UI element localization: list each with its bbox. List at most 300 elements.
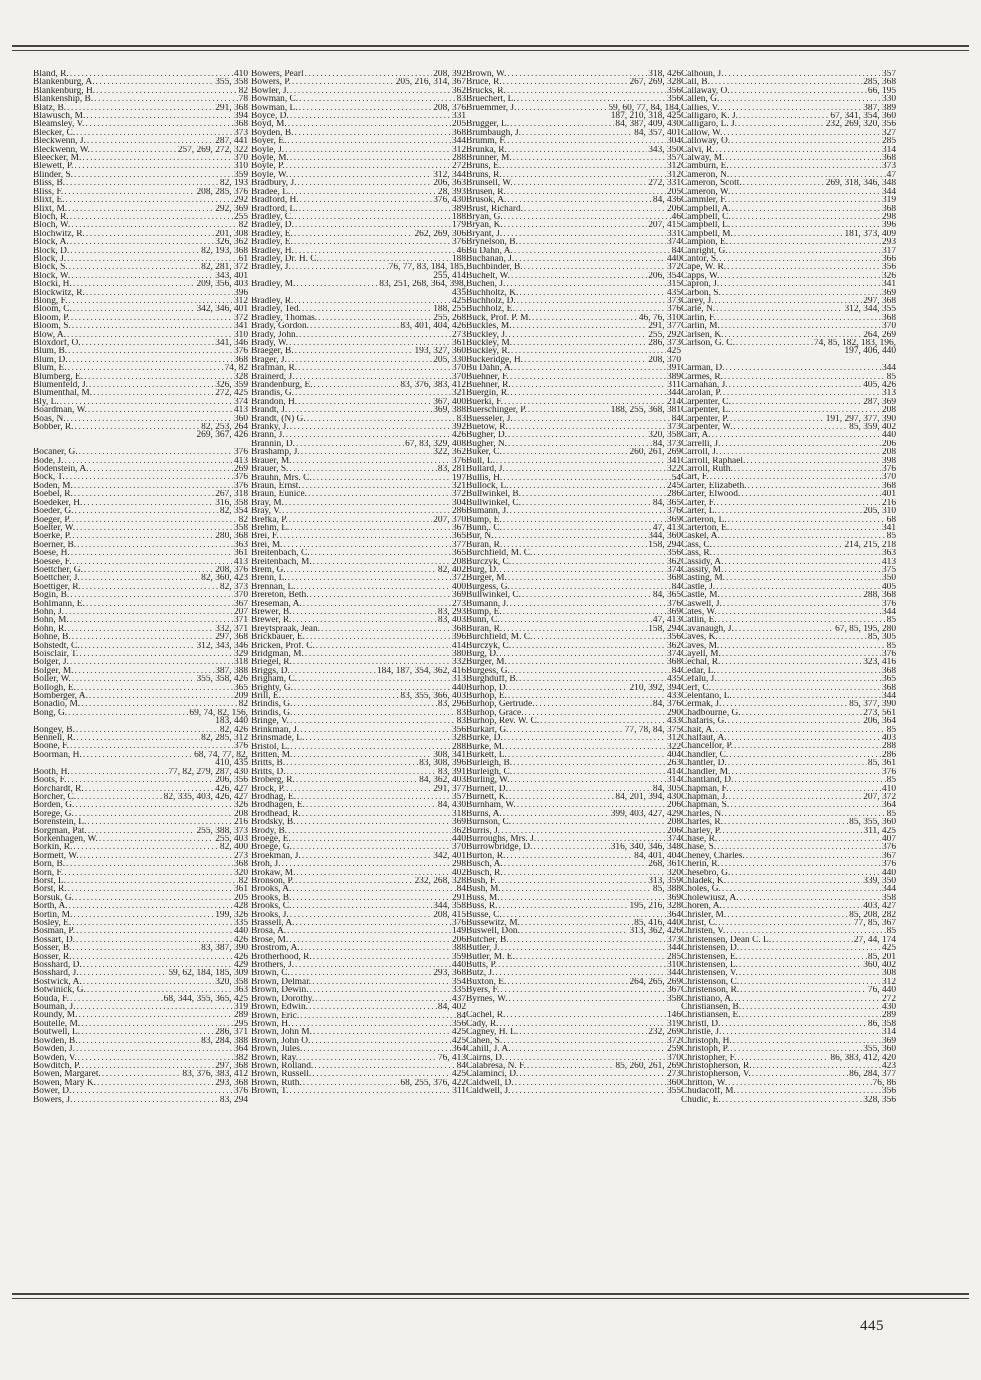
- entry-pages: 372: [666, 1036, 681, 1046]
- leader-dots: [301, 944, 451, 952]
- index-entry: [251, 423, 466, 431]
- leader-dots: [728, 759, 867, 767]
- entry-name: Brill, E.: [251, 692, 281, 701]
- entry-name: Bruns, R.: [466, 170, 502, 180]
- index-entry: [681, 524, 896, 532]
- entry-pages: 399, 403, 427, 429: [610, 809, 681, 819]
- entry-name: Brandon, H.: [251, 397, 298, 407]
- leader-dots: [718, 919, 853, 927]
- entry-name: Bowen, Margaret.: [33, 1070, 101, 1079]
- leader-dots: [716, 726, 886, 734]
- entry-pages: 370: [451, 372, 466, 382]
- leader-dots: [721, 440, 881, 448]
- index-entry: [33, 843, 248, 851]
- index-entry: [466, 129, 681, 137]
- index-entry: [33, 263, 248, 271]
- index-entry: [466, 751, 681, 759]
- leader-dots: [78, 1054, 233, 1062]
- entry-name: Brock, P.: [251, 784, 286, 793]
- entry-pages: 344: [666, 389, 681, 398]
- entry-pages: 355, 358, 426: [196, 675, 248, 684]
- leader-dots: [291, 969, 432, 977]
- leader-dots: [292, 835, 451, 843]
- leader-dots: [85, 120, 233, 128]
- index-entry: [681, 742, 896, 750]
- entry-pages: 376: [881, 599, 896, 608]
- leader-dots: [293, 608, 437, 616]
- index-entry: [33, 356, 248, 364]
- leader-dots: [537, 835, 666, 843]
- leader-dots: [503, 625, 647, 633]
- entry-name: Casting, M.: [681, 574, 726, 583]
- entry-name: Chase, S.: [681, 843, 717, 852]
- leader-dots: [721, 1020, 867, 1028]
- leader-dots: [514, 364, 666, 372]
- index-entry: [681, 591, 896, 599]
- entry-pages: 313, 359: [648, 877, 681, 886]
- leader-dots: [290, 87, 451, 95]
- leader-dots: [743, 179, 825, 187]
- index-entry: [681, 911, 896, 919]
- index-entry: [681, 633, 896, 641]
- entry-name: Brennan, L.: [251, 582, 296, 592]
- index-entry: [251, 188, 466, 196]
- entry-name: Chandler, C.: [681, 750, 729, 760]
- entry-name: Buchelt, W.: [466, 271, 511, 281]
- entry-name: Boese, H.: [33, 549, 70, 558]
- leader-dots: [81, 574, 200, 582]
- leader-dots: [84, 566, 214, 574]
- leader-dots: [724, 818, 848, 826]
- leader-dots: [508, 995, 666, 1003]
- entry-name: Burg, D.: [466, 565, 499, 575]
- index-entry: [681, 70, 896, 78]
- leader-dots: [86, 289, 233, 297]
- index-entry: [466, 196, 681, 204]
- index-entry: [251, 675, 466, 683]
- entry-name: Bullis, H.: [466, 473, 503, 482]
- index-entry: [33, 423, 248, 440]
- index-entry: [251, 751, 466, 759]
- index-entry: [251, 507, 466, 515]
- entry-pages: 84: [671, 582, 681, 592]
- entry-name: Bliss, B.: [33, 179, 66, 188]
- leader-dots: [70, 70, 233, 78]
- index-entry: [33, 709, 248, 726]
- leader-dots: [293, 616, 437, 624]
- leader-dots: [724, 566, 881, 574]
- entry-pages: 344: [881, 607, 896, 617]
- entry-name: Carle, N.: [681, 305, 716, 314]
- entry-name: Bradley, E.: [251, 238, 293, 247]
- entry-name: Caves, M.: [681, 641, 720, 651]
- entry-pages: 195, 216, 328: [629, 902, 681, 911]
- entry-name: Boyle, J.: [251, 145, 285, 155]
- index-entry: [681, 549, 896, 557]
- entry-pages: 205: [451, 120, 466, 129]
- index-entry: [33, 793, 248, 801]
- leader-dots: [289, 171, 432, 179]
- entry-pages: 364: [881, 801, 896, 810]
- leader-dots: [96, 78, 215, 86]
- entry-name: Borst, L.: [33, 876, 67, 886]
- leader-dots: [501, 827, 666, 835]
- entry-name: Christoph, P.: [681, 1045, 730, 1054]
- leader-dots: [527, 1062, 614, 1070]
- entry-name: Brunka, R.: [466, 145, 507, 155]
- leader-dots: [732, 398, 862, 406]
- leader-dots: [295, 373, 450, 381]
- leader-dots: [733, 692, 881, 700]
- index-entry: [251, 87, 466, 95]
- index-entry: [251, 1070, 466, 1078]
- leader-dots: [738, 120, 825, 128]
- entry-pages: 208, 376: [433, 103, 466, 113]
- entry-name: Bomberger, A.: [33, 692, 88, 701]
- index-entry: [681, 431, 896, 439]
- entry-name: Buswell, Don.: [466, 927, 520, 936]
- index-entry: [251, 280, 466, 297]
- index-entry: [466, 499, 681, 507]
- entry-name: Christensen, Dean C. L.: [681, 935, 772, 945]
- index-entry: [466, 162, 681, 170]
- leader-dots: [72, 633, 214, 641]
- entry-pages: 372: [666, 263, 681, 272]
- index-entry: [33, 658, 248, 666]
- index-entry: [466, 995, 681, 1003]
- leader-dots: [302, 810, 451, 818]
- entry-pages: 83, 376, 383, 412: [182, 1070, 248, 1079]
- index-entry: [466, 969, 681, 977]
- leader-dots: [719, 255, 881, 263]
- entry-pages: 344: [666, 969, 681, 978]
- entry-pages-continued: 197, 406, 440: [844, 346, 896, 356]
- leader-dots: [720, 104, 862, 112]
- index-entry: [466, 146, 681, 154]
- entry-name: Bullwinkel, C.: [466, 498, 521, 508]
- index-entry: [466, 356, 681, 364]
- index-entry: [681, 331, 896, 339]
- index-entry: [466, 801, 681, 809]
- entry-name: Brotherhood, R.: [251, 952, 312, 962]
- index-entry: [33, 852, 248, 860]
- entry-name: Carman, D.: [681, 364, 725, 373]
- entry-pages: 293, 368: [215, 1078, 248, 1088]
- entry-name: Brokaw, M.: [251, 868, 296, 877]
- leader-dots: [528, 406, 610, 414]
- index-entry: [251, 137, 466, 145]
- leader-dots: [102, 1070, 182, 1078]
- entry-name: Brose, M.: [251, 935, 289, 945]
- leader-dots: [734, 995, 881, 1003]
- entry-name: Calaminci, D.: [466, 1070, 519, 1079]
- index-entry: [466, 70, 681, 78]
- entry-pages: 207, 372: [863, 792, 896, 802]
- index-entry: [681, 213, 896, 221]
- entry-pages: 83, 376, 383, 412: [400, 381, 466, 390]
- entry-name: Carmes, R.: [681, 372, 723, 382]
- leader-dots: [724, 331, 862, 339]
- entry-name: Brody, B.: [251, 826, 288, 835]
- entry-name: Castle, J.: [681, 582, 716, 592]
- index-entry: [466, 658, 681, 666]
- entry-pages: 208: [881, 406, 896, 415]
- leader-dots: [716, 305, 843, 313]
- index-entry: [466, 179, 681, 187]
- entry-name: Boots, F.: [33, 776, 67, 785]
- leader-dots: [512, 381, 667, 389]
- entry-pages: 372: [451, 490, 466, 499]
- entry-pages: 368: [881, 683, 896, 693]
- entry-name: Broekman, J.: [251, 851, 301, 861]
- entry-name: Bosshard, J.: [33, 969, 79, 978]
- leader-dots: [724, 373, 886, 381]
- leader-dots: [76, 734, 200, 742]
- leader-dots: [504, 734, 666, 742]
- index-entry: [681, 541, 896, 549]
- entry-name: Butcher, B.: [466, 935, 509, 945]
- index-entry: [251, 793, 466, 801]
- index-entry: [33, 801, 248, 809]
- leader-dots: [82, 339, 215, 347]
- entry-pages: 318: [233, 658, 248, 667]
- index-entry: [466, 213, 681, 221]
- entry-name: Block, S.: [33, 263, 68, 272]
- entry-pages: 318: [451, 809, 466, 819]
- entry-pages: 440: [451, 834, 466, 844]
- entry-name: Calabresa, N. F.: [466, 1061, 526, 1071]
- index-entry: [33, 448, 248, 456]
- entry-pages: 396: [881, 221, 896, 230]
- index-entry: [466, 1079, 681, 1087]
- index-entry: [681, 1045, 896, 1053]
- entry-name: Bradley, E.: [251, 229, 293, 239]
- leader-dots: [712, 684, 881, 692]
- entry-name: Blixt, E.: [33, 196, 65, 205]
- entry-name: Boller, W.: [33, 675, 71, 684]
- leader-dots: [511, 667, 671, 675]
- entry-pages: 84, 365: [652, 498, 681, 508]
- entry-name: Buss, R.: [466, 902, 498, 911]
- leader-dots: [507, 70, 647, 78]
- entry-pages: 313: [881, 389, 896, 398]
- index-entry: [681, 314, 896, 322]
- index-entry: [33, 986, 248, 994]
- index-entry: [466, 448, 681, 456]
- index-entry: [251, 221, 466, 229]
- entry-pages: 440: [233, 927, 248, 936]
- entry-pages: 372: [451, 574, 466, 583]
- entry-pages: 425: [451, 1028, 466, 1037]
- entry-name: Brown, Dewin.: [251, 986, 309, 995]
- entry-name: Brunner, M.: [466, 154, 512, 163]
- leader-dots: [737, 1087, 881, 1095]
- entry-name: Broh, J.: [251, 860, 281, 869]
- entry-name: Bunn,. C.: [466, 523, 502, 533]
- entry-name: Bogin, B.: [33, 591, 70, 600]
- entry-pages: 85, 416, 440: [634, 919, 681, 928]
- entry-pages: 85, 377, 390: [849, 700, 896, 709]
- index-entry: [251, 911, 466, 919]
- entry-name: Cameron, W.: [681, 187, 731, 197]
- entry-name: Brauer, S.: [251, 465, 289, 474]
- entry-pages: 374: [233, 397, 248, 407]
- entry-pages: 86, 284, 377: [849, 1070, 896, 1079]
- entry-name: Cagney, H. L.: [466, 1028, 519, 1037]
- entry-name: Burke, M.: [466, 742, 505, 751]
- leader-dots: [717, 499, 881, 507]
- entry-pages: 273, 561: [863, 708, 896, 718]
- leader-dots: [288, 120, 451, 128]
- entry-name: Calloway, O.: [681, 137, 731, 146]
- entry-name: Carlsen, K.: [681, 330, 724, 339]
- entry-pages: 260, 261, 269: [629, 448, 681, 457]
- leader-dots: [495, 532, 648, 540]
- leader-dots: [309, 1003, 437, 1011]
- leader-dots: [75, 810, 233, 818]
- index-entry: [33, 331, 248, 339]
- entry-pages: 358: [666, 994, 681, 1004]
- entry-pages: 288: [451, 742, 466, 751]
- index-entry: [466, 1011, 681, 1019]
- index-entry: [33, 902, 248, 910]
- leader-dots: [83, 499, 214, 507]
- leader-dots: [516, 953, 666, 961]
- index-entry: [33, 179, 248, 187]
- entry-name: Boerke, P.: [33, 532, 72, 541]
- entry-pages: 414: [666, 767, 681, 777]
- index-entry: [466, 154, 681, 162]
- entry-pages: 83, 401, 404, 426: [400, 322, 466, 331]
- index-entry: [33, 600, 248, 608]
- entry-name: Cart, F.: [681, 473, 709, 482]
- entry-name: Buran, R.: [466, 624, 503, 634]
- leader-dots: [75, 801, 233, 809]
- entry-pages: 326, 362: [215, 238, 248, 247]
- index-entry: [466, 642, 681, 650]
- index-entry: [251, 389, 466, 397]
- index-entry: [251, 1003, 466, 1011]
- index-entry: [33, 339, 248, 347]
- entry-pages: 293: [881, 238, 896, 247]
- index-entry: [251, 263, 466, 280]
- entry-name: Brown, John M.: [251, 1028, 312, 1037]
- index-entry: [33, 927, 248, 935]
- leader-dots: [86, 112, 233, 120]
- leader-dots: [517, 104, 607, 112]
- entry-name: Butler, J.: [466, 944, 500, 953]
- index-entry: [466, 986, 681, 994]
- entry-pages: 360, 402: [863, 961, 896, 970]
- leader-dots: [540, 717, 666, 725]
- entry-name: Brown, Russell.: [251, 1070, 312, 1079]
- leader-dots: [496, 457, 666, 465]
- leader-dots: [503, 1037, 666, 1045]
- entry-pages: 82: [238, 876, 248, 886]
- index-entry: [33, 675, 248, 683]
- entry-name: Brighty, G.: [251, 683, 293, 693]
- index-entry: [33, 112, 248, 120]
- entry-name: Carteron, L.: [681, 515, 727, 524]
- entry-name: Burghduff, B.: [466, 675, 519, 684]
- index-entry: [466, 616, 681, 624]
- index-entry: [251, 978, 466, 986]
- leader-dots: [66, 196, 233, 204]
- entry-pages: 77, 78, 84, 375: [624, 725, 681, 735]
- index-entry: [681, 1070, 896, 1078]
- entry-pages: 311, 425: [863, 826, 896, 835]
- entry-pages: 359: [451, 952, 466, 962]
- entry-name: Carpenter, L.: [681, 406, 731, 415]
- leader-dots: [68, 347, 233, 355]
- entry-pages: 208, 370: [648, 355, 681, 365]
- entry-name: Bossart, D.: [33, 935, 75, 945]
- entry-name: Chafaris, G.: [681, 717, 727, 726]
- entry-name: Brodhagen, E.: [251, 801, 305, 810]
- entry-name: Broege, G.: [251, 843, 292, 852]
- entry-pages: 286: [881, 750, 896, 760]
- entry-pages: 356: [881, 1087, 896, 1096]
- entry-name: Burnham, W.: [466, 801, 516, 810]
- entry-pages: 440: [451, 683, 466, 693]
- index-entry: [466, 490, 681, 498]
- leader-dots: [502, 162, 666, 170]
- leader-dots: [303, 600, 451, 608]
- index-entry: [251, 331, 466, 339]
- entry-pages: 369: [881, 1036, 896, 1046]
- index-entry: [466, 474, 681, 482]
- leader-dots: [73, 305, 196, 313]
- entry-name: Buchholz, D.: [466, 296, 516, 306]
- leader-dots: [76, 726, 219, 734]
- index-entry: [33, 616, 248, 624]
- entry-name: Christoph, H.: [681, 1036, 732, 1046]
- leader-dots: [89, 381, 214, 389]
- entry-pages: 374: [666, 565, 681, 575]
- entry-pages: 293, 368: [433, 969, 466, 978]
- leader-dots: [741, 490, 881, 498]
- index-entry: [33, 1087, 248, 1095]
- leader-dots: [294, 213, 451, 221]
- entry-name: Buerschinger, P.: [466, 406, 527, 415]
- leader-dots: [717, 667, 881, 675]
- leader-dots: [508, 146, 647, 154]
- entry-name: Bumann, J.: [466, 599, 509, 608]
- entry-pages: 332: [451, 658, 466, 667]
- entry-pages: 74, 82: [224, 364, 248, 373]
- index-entry: [466, 247, 681, 255]
- entry-pages: 369: [666, 515, 681, 524]
- leader-dots: [290, 112, 451, 120]
- index-entry: [33, 700, 248, 708]
- entry-name: Cahen, S.: [466, 1036, 503, 1046]
- leader-dots: [303, 1079, 400, 1087]
- leader-dots: [315, 995, 451, 1003]
- entry-pages: 68: [886, 515, 896, 524]
- entry-pages: 403, 427: [863, 902, 896, 911]
- entry-name: Borsuk, G.: [33, 893, 74, 903]
- leader-dots: [740, 894, 881, 902]
- index-entry: [681, 339, 896, 356]
- entry-name: Brei, F.: [251, 532, 279, 541]
- entry-pages: 83, 281: [437, 465, 466, 474]
- leader-dots: [292, 78, 395, 86]
- index-entry: [681, 566, 896, 574]
- index-entry: [681, 658, 896, 666]
- leader-dots: [292, 263, 388, 271]
- entry-pages: 291: [451, 893, 466, 903]
- entry-name: Brewer, R.: [251, 616, 292, 625]
